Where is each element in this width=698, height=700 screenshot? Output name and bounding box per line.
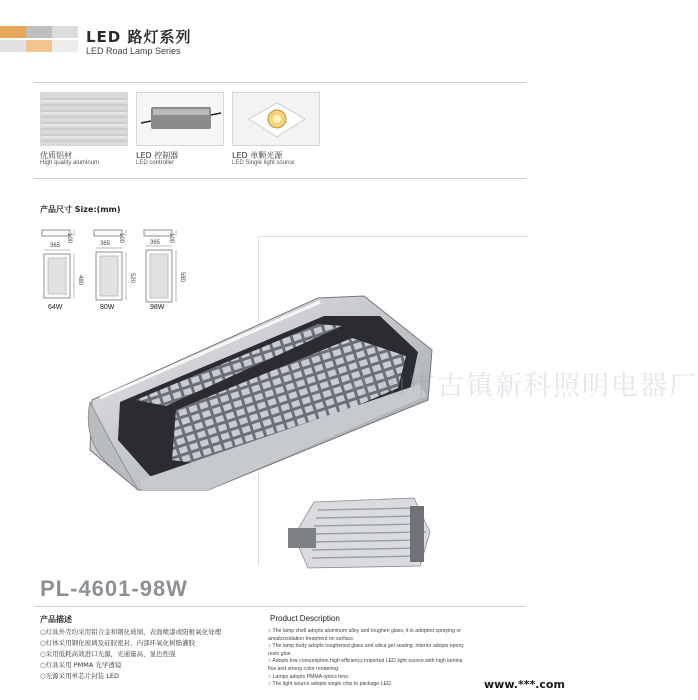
- description-en-list: [268, 628, 508, 689]
- dim-depth: 100: [66, 233, 72, 244]
- description-zh-list: [40, 627, 260, 682]
- description-divider: [34, 606, 526, 607]
- aluminum-thumbnail: [40, 92, 128, 146]
- component-label-zh: 优质铝材: [40, 151, 72, 160]
- list-item: resin glue.: [268, 650, 292, 657]
- description-en-title: Product Description: [270, 614, 340, 623]
- model-name: PL-4601-98W: [40, 576, 188, 601]
- list-item: ○灯体采用钢化玻璃及硅胶密封，内部环氧化树脂灌胶: [40, 639, 196, 647]
- list-item: ○光源采用单芯片封装 LED: [40, 672, 119, 680]
- led-chip-thumbnail: [232, 92, 320, 146]
- dim-width: 365: [150, 240, 161, 246]
- list-item: ○灯具外壳均采用铝合金和钢化玻璃，表面喷漆或阳极氧化处理: [40, 628, 222, 636]
- list-item: ○ The lamp shell adopts aluminum alloy and toughen glass, it is adopted spraying or: [268, 628, 462, 634]
- footer-watermark: www.***.com: [484, 678, 565, 691]
- watt-label: 98W: [150, 304, 165, 311]
- list-item: ○ The lamp body adopts toughened glass and silica gel sealing, interior adopts epoxy: [268, 643, 464, 650]
- controller-thumbnail: [136, 92, 224, 146]
- list-item: ○ The light source adopts single chip to package LED.: [268, 681, 393, 688]
- list-item: anodicoxidation treatment on surface.: [268, 635, 355, 642]
- list-item: ○采用低耗高效进口光源，光通量高、显色性强: [40, 650, 176, 658]
- page-title: LED 路灯系列: [86, 28, 192, 46]
- section-divider: [34, 178, 526, 179]
- dim-depth: 100: [118, 233, 124, 244]
- frame-line: [258, 236, 528, 237]
- dim-width: 365: [100, 241, 111, 247]
- page-subtitle: LED Road Lamp Series: [86, 46, 181, 56]
- header-decor: [0, 26, 90, 56]
- component-label-en: LED Single light source: [232, 160, 295, 166]
- watt-label: 64W: [48, 304, 63, 311]
- size-section-title: 产品尺寸 Size:(mm): [40, 205, 121, 214]
- component-label-zh: LED 单颗光源: [232, 151, 283, 160]
- component-label-en: High quality aluminum: [40, 160, 100, 166]
- list-item: ○ Lamps adopts PMMA optics lens.: [268, 673, 350, 680]
- dim-height: 520: [129, 273, 135, 284]
- watt-label: 80W: [100, 304, 115, 311]
- dim-depth: 100: [168, 233, 174, 244]
- dim-height: 580: [179, 272, 185, 283]
- list-item: ○灯具采用 PMMA 光学透镜: [40, 661, 122, 669]
- dim-width: 365: [50, 243, 61, 249]
- list-item: flux and strong color rendering.: [268, 665, 340, 672]
- header-divider: [34, 82, 526, 83]
- description-zh-title: 产品描述: [40, 615, 72, 624]
- watermark: 中山市古镇新科照明电器厂: [350, 371, 698, 402]
- component-label-en: LED controller: [136, 160, 175, 166]
- component-label-zh: LED 控制器: [136, 151, 179, 160]
- heatsink-image: [284, 496, 440, 570]
- list-item: ○ Adopts low consumption,high efficiency imported LED light source,with high lumina: [268, 658, 463, 665]
- dim-height: 480: [77, 275, 83, 286]
